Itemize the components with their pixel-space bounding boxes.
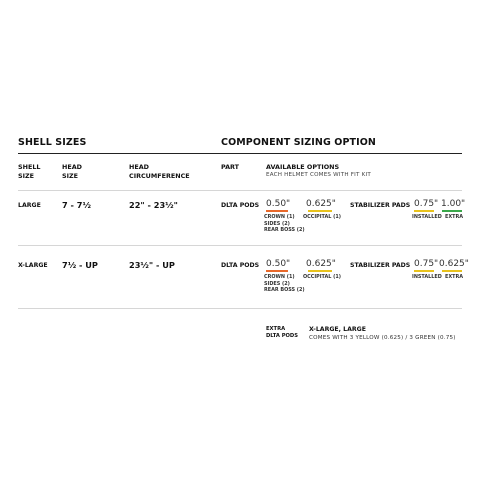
- row-large-shell: LARGE: [18, 202, 41, 209]
- column-divider: [18, 190, 462, 191]
- row-xlarge-stab-b-yellow-bar: [442, 270, 462, 272]
- col-head-size-line1: HEAD: [62, 163, 82, 171]
- col-head-circumference: [129, 163, 190, 181]
- component-sizing-heading: COMPONENT SIZING OPTION: [221, 137, 376, 148]
- row-xlarge-pod-b-value: 0.625": [306, 259, 336, 269]
- row-xlarge-pod-b-yellow-bar: [308, 270, 332, 272]
- col-head-circ-line1: HEAD: [129, 163, 149, 171]
- row-large-pod-a-notes: [264, 214, 305, 234]
- row-xlarge-shell: X-LARGE: [18, 262, 48, 269]
- row-large-note-sides: SIDES (2): [264, 220, 290, 227]
- row-large-circumference: 22" - 23½": [129, 200, 178, 210]
- row-large-stab-a-note: INSTALLED: [412, 214, 442, 220]
- extra-title: X-LARGE, LARGE: [309, 326, 366, 333]
- row-large-dlta-label: DLTA PODS: [221, 202, 260, 209]
- row-large-stab-b-green-bar: [442, 210, 462, 212]
- row-large-pod-a-orange-bar: [266, 210, 288, 212]
- row-xlarge-pod-b-note: OCCIPITAL (1): [303, 274, 341, 280]
- col-head-size-line2: SIZE: [62, 172, 78, 180]
- col-part: PART: [221, 163, 240, 171]
- row-divider-1: [18, 245, 462, 246]
- row-large-stab-b-note: EXTRA: [445, 214, 463, 220]
- row-xlarge-stab-b-value: 0.625": [439, 259, 469, 269]
- row-large-pod-b-note: OCCIPITAL (1): [303, 214, 341, 220]
- extra-label-line1: EXTRA: [266, 326, 286, 332]
- row-large-stab-a-value: 0.75": [414, 199, 439, 209]
- extra-note: COMES WITH 3 YELLOW (0.625) / 3 GREEN (0.75): [309, 335, 456, 341]
- row-large-head-size: 7 - 7½: [62, 200, 91, 210]
- row-large-note-rear-boss: REAR BOSS (2): [264, 227, 305, 234]
- row-large-pod-b-value: 0.625": [306, 199, 336, 209]
- row-large-stab-a-yellow-bar: [414, 210, 434, 212]
- row-xlarge-dlta-label: DLTA PODS: [221, 262, 260, 269]
- row-large-pod-b-yellow-bar: [308, 210, 332, 212]
- shell-sizes-heading: SHELL SIZES: [18, 137, 87, 148]
- col-available-options: AVAILABLE OPTIONS: [266, 163, 340, 171]
- header-divider: [18, 153, 462, 154]
- row-xlarge-note-crown: CROWN (1): [264, 274, 295, 280]
- col-shell-size-line1: SHELL: [18, 163, 41, 171]
- row-xlarge-head-size: 7½ - UP: [62, 260, 98, 270]
- row-xlarge-stabilizer-label: STABILIZER PADS: [350, 262, 411, 269]
- row-xlarge-stab-b-note: EXTRA: [445, 274, 463, 280]
- row-xlarge-pod-a-orange-bar: [266, 270, 288, 272]
- row-xlarge-stab-a-yellow-bar: [414, 270, 434, 272]
- col-head-size: [62, 163, 82, 181]
- row-divider-2: [18, 308, 462, 309]
- available-options-note: EACH HELMET COMES WITH FIT KIT: [266, 172, 371, 178]
- row-xlarge-circumference: 23½" - UP: [129, 260, 175, 270]
- col-shell-size-line2: SIZE: [18, 172, 34, 180]
- row-xlarge-stab-a-value: 0.75": [414, 259, 439, 269]
- row-xlarge-note-sides: SIDES (2): [264, 280, 290, 287]
- row-large-pod-a-value: 0.50": [266, 199, 291, 209]
- row-large-stab-b-value: 1.00": [441, 199, 466, 209]
- col-head-circ-line2: CIRCUMFERENCE: [129, 172, 190, 180]
- row-large-note-crown: CROWN (1): [264, 214, 295, 220]
- col-shell-size: [18, 163, 40, 181]
- extra-dlta-label: [266, 326, 298, 340]
- row-large-stabilizer-label: STABILIZER PADS: [350, 202, 411, 209]
- row-xlarge-note-rear-boss: REAR BOSS (2): [264, 287, 305, 294]
- row-xlarge-stab-a-note: INSTALLED: [412, 274, 442, 280]
- row-xlarge-pod-a-notes: [264, 274, 305, 294]
- extra-label-line2: DLTA PODS: [266, 333, 298, 339]
- row-xlarge-pod-a-value: 0.50": [266, 259, 291, 269]
